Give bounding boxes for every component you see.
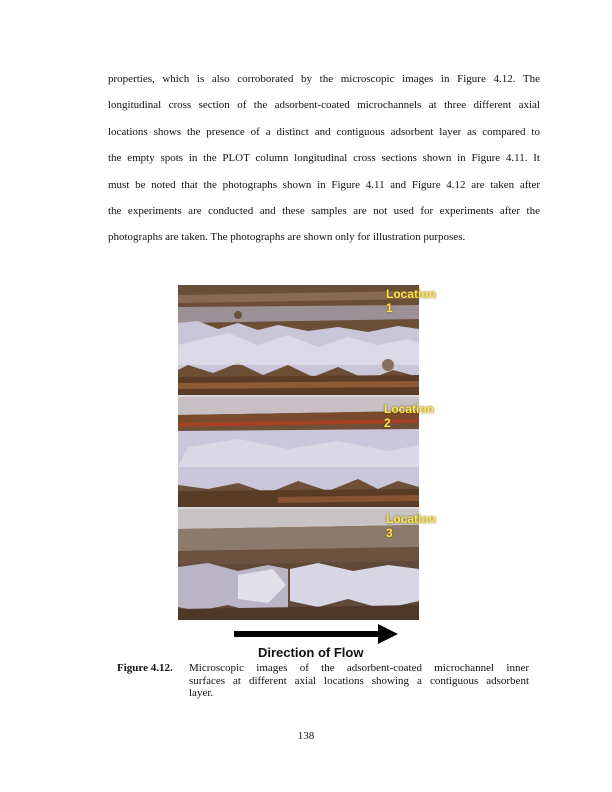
micrograph-3: [178, 509, 419, 620]
caption-line: Microscopic images of the adsorbent-coated microchannel inner: [189, 662, 529, 674]
flow-direction-arrow-icon: [234, 624, 398, 644]
paragraph-line: must be noted that the photographs shown in Figure 4.11 and Figure 4.12 are taken after: [108, 178, 540, 191]
location-1-label: Location 1: [386, 287, 436, 315]
microscope-image-location-3: [178, 509, 436, 620]
page-number: 138: [297, 730, 315, 742]
micrograph-2: [178, 397, 419, 507]
body-paragraph: [108, 66, 540, 251]
caption-line: surfaces at different axial locations showing a contiguous adsorbent: [189, 674, 529, 687]
paragraph-line: photographs are taken. The photographs are shown only for illustration purposes.: [108, 231, 466, 244]
paragraph-line: the empty spots in the PLOT column longitudinal cross sections shown in Figure 4.11. It: [108, 152, 540, 165]
microscope-figure: [178, 285, 436, 620]
microscope-image-location-1: [178, 285, 436, 395]
caption-line: layer.: [189, 687, 214, 699]
paragraph-line: the experiments are conducted and these samples are not used for experiments after the: [108, 205, 540, 218]
paragraph-line: properties, which is also corroborated by the microscopic images in Figure 4.12. The: [108, 73, 540, 85]
location-3-label: Location 3: [386, 512, 436, 540]
location-2-label: Location 2: [384, 402, 434, 430]
paragraph-line: longitudinal cross section of the adsorbent-coated microchannels at three different axial: [108, 99, 540, 112]
microscope-image-location-2: [178, 397, 434, 507]
micrograph-1: [178, 285, 419, 395]
caption-label: Figure 4.12.: [117, 662, 173, 674]
flow-direction-label: Direction of Flow: [258, 645, 364, 660]
paragraph-line: locations shows the presence of a distinct and contiguous adsorbent layer as compared to: [108, 125, 540, 138]
caption-text: [189, 662, 529, 700]
